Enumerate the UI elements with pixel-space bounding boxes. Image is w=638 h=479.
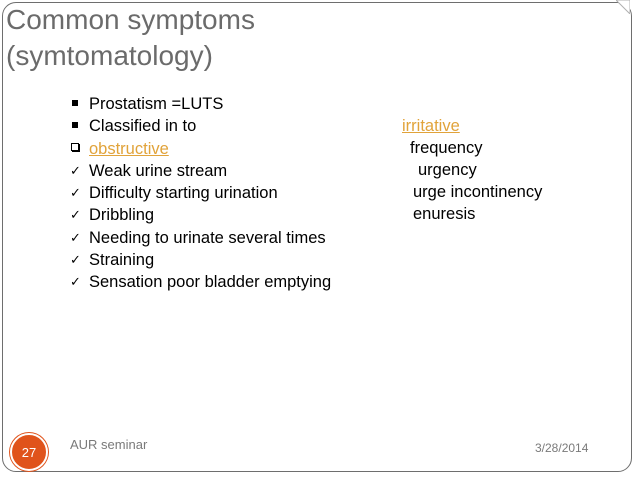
obstructive-heading: obstructive (89, 139, 169, 158)
irritative-item-urge-incontinency: urge incontinency (413, 183, 543, 201)
list-item: ✓ Difficulty starting urination (70, 182, 331, 204)
slide-title (6, 2, 255, 74)
checkmark-icon: ✓ (70, 274, 81, 290)
checkmark-icon: ✓ (70, 185, 81, 201)
title-line-1: Common symptoms (6, 4, 255, 35)
list-item (70, 138, 331, 160)
slide-corner-marker (616, 0, 630, 14)
irritative-item-frequency: frequency (410, 139, 483, 157)
list-item: Prostatism =LUTS (70, 93, 331, 115)
irritative-item-enuresis: enuresis (413, 205, 476, 223)
list-item: ✓ Straining (70, 249, 331, 271)
list-item: ✓ Needing to urinate several times (70, 227, 331, 249)
irritative-item-urgency: urgency (418, 161, 477, 179)
title-line-2: (symtomatology) (6, 40, 213, 71)
page-number-badge: 27 (10, 433, 48, 471)
square-bullet-icon (70, 115, 84, 137)
checkmark-icon: ✓ (70, 162, 81, 178)
checkmark-icon: ✓ (70, 252, 81, 268)
irritative-heading: irritative (402, 117, 460, 135)
list-item: ✓ Sensation poor bladder emptying (70, 271, 331, 293)
hollow-square-bullet-icon (70, 138, 84, 160)
footer-date: 3/28/2014 (535, 441, 589, 455)
symptom-list (70, 93, 331, 294)
square-bullet-icon (70, 93, 84, 115)
checkmark-icon: ✓ (70, 207, 81, 223)
list-item: ✓ Dribbling (70, 204, 331, 226)
footer-text: AUR seminar (70, 437, 148, 452)
checkmark-icon: ✓ (70, 229, 81, 245)
list-item: ✓ Weak urine stream (70, 160, 331, 182)
list-item: Classified in to (70, 115, 331, 137)
